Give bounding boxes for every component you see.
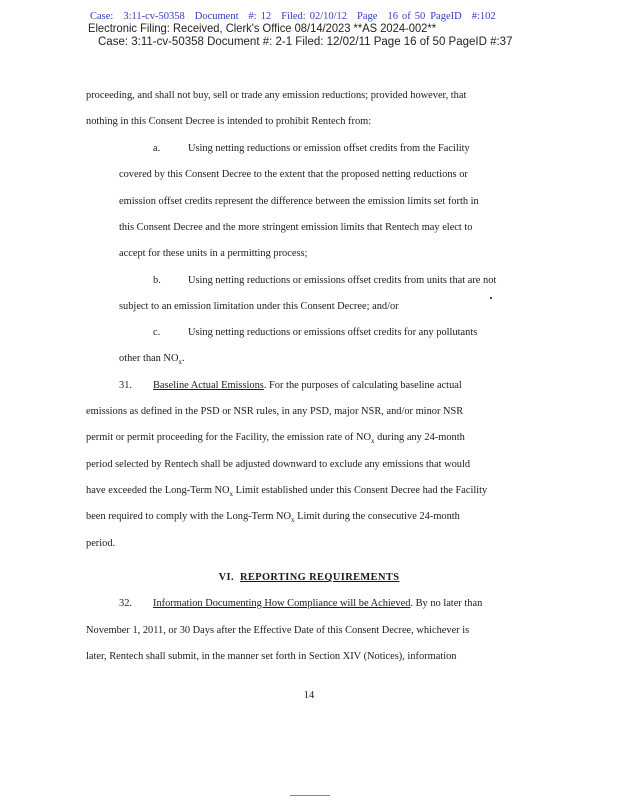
stamp-field: 3:11-cv-50358	[123, 11, 185, 22]
section-number: VI.	[218, 572, 234, 583]
stamp-field: of	[401, 11, 411, 22]
stamp-field: 16	[387, 11, 398, 22]
section-heading	[0, 572, 618, 583]
body-line: Using netting reductions or emission offset credits from the Facility	[188, 143, 470, 154]
body-line: accept for these units in a permitting process;	[119, 248, 308, 259]
list-marker: a.	[153, 143, 161, 154]
stamp-field: Document	[194, 11, 239, 22]
body-line	[153, 380, 462, 391]
body-line: nothing in this Consent Decree is intended to prohibit Rentech from:	[86, 116, 372, 127]
section-title: REPORTING REQUIREMENTS	[239, 572, 400, 583]
stamp-field: Case:	[90, 11, 114, 22]
scan-speck	[490, 297, 492, 299]
stamp-field: 12	[260, 11, 272, 22]
paragraph-number: 32.	[119, 598, 132, 609]
body-line: period.	[86, 538, 116, 549]
scan-artifact	[290, 795, 330, 796]
stamp-field: #:102	[471, 11, 496, 22]
text-run: permit or permit proceeding for the Facility, the emission rate of NO	[86, 432, 371, 443]
body-line: later, Rentech shall submit, in the manner set forth in Section XIV (Notices), information	[86, 651, 457, 662]
body-line: this Consent Decree and the more stringent emission limits that Rentech may elect to	[119, 222, 473, 233]
case-header: Case: 3:11-cv-50358 Document #: 2-1 Filed: 12/02/11 Page 16 of 50 PageID #:37	[98, 36, 513, 48]
body-line	[153, 598, 482, 609]
text-run: . For the purposes of calculating baseline actual	[263, 380, 462, 391]
page-number: 14	[303, 690, 315, 701]
text-run: have exceeded the Long-Term NO	[86, 485, 230, 496]
text-run: .	[181, 353, 185, 364]
paragraph-heading: Information Documenting How Compliance will be Achieved	[153, 598, 411, 609]
subscript: x	[371, 437, 375, 446]
electronic-filing-header: Electronic Filing: Received, Clerk's Office 08/14/2023 **AS 2024-002**	[88, 21, 437, 35]
stamp-field: 50	[414, 11, 426, 22]
body-line	[86, 511, 460, 524]
subscript: x	[178, 358, 182, 367]
body-line	[86, 485, 487, 498]
body-line: emissions as defined in the PSD or NSR rules, in any PSD, major NSR, and/or minor NSR	[86, 406, 464, 417]
body-line: subject to an emission limitation under this Consent Decree; and/or	[119, 301, 399, 312]
list-marker: b.	[153, 275, 161, 286]
body-line: Using netting reductions or emissions offset credits for any pollutants	[188, 327, 478, 338]
body-line: period selected by Rentech shall be adjusted downward to exclude any emissions that would	[86, 459, 471, 470]
text-run: other than NO	[119, 353, 179, 364]
body-line: proceeding, and shall not buy, sell or trade any emission reductions; provided however, that	[86, 90, 467, 101]
body-line: emission offset credits represent the difference between the emission limits set forth in	[119, 196, 479, 207]
subscript: x	[229, 490, 234, 499]
body-line	[86, 432, 465, 445]
paragraph-number: 31.	[119, 380, 132, 391]
text-run: . By no later than	[410, 598, 483, 609]
stamp-field: PageID	[430, 11, 462, 22]
body-line: covered by this Consent Decree to the extent that the proposed netting reductions or	[119, 169, 468, 180]
body-line: November 1, 2011, or 30 Days after the Effective Date of this Consent Decree, whichever is	[86, 625, 470, 636]
text-run: Limit during the consecutive 24-month	[294, 511, 460, 522]
text-run: Limit established under this Consent Decree had the Facility	[233, 485, 488, 496]
text-run: during any 24-month	[374, 432, 465, 443]
list-marker: c.	[153, 327, 161, 338]
stamp-field: Filed:	[281, 11, 306, 22]
subscript: x	[291, 516, 295, 525]
paragraph-heading: Baseline Actual Emissions	[153, 380, 264, 391]
stamp-field: Page	[357, 11, 378, 22]
body-line	[119, 353, 185, 366]
body-line: Using netting reductions or emissions offset credits from units that are not	[188, 275, 497, 286]
text-run: been required to comply with the Long-Term NO	[86, 511, 292, 522]
stamp-field: 02/10/12	[309, 11, 348, 22]
stamp-field: #:	[248, 11, 257, 22]
